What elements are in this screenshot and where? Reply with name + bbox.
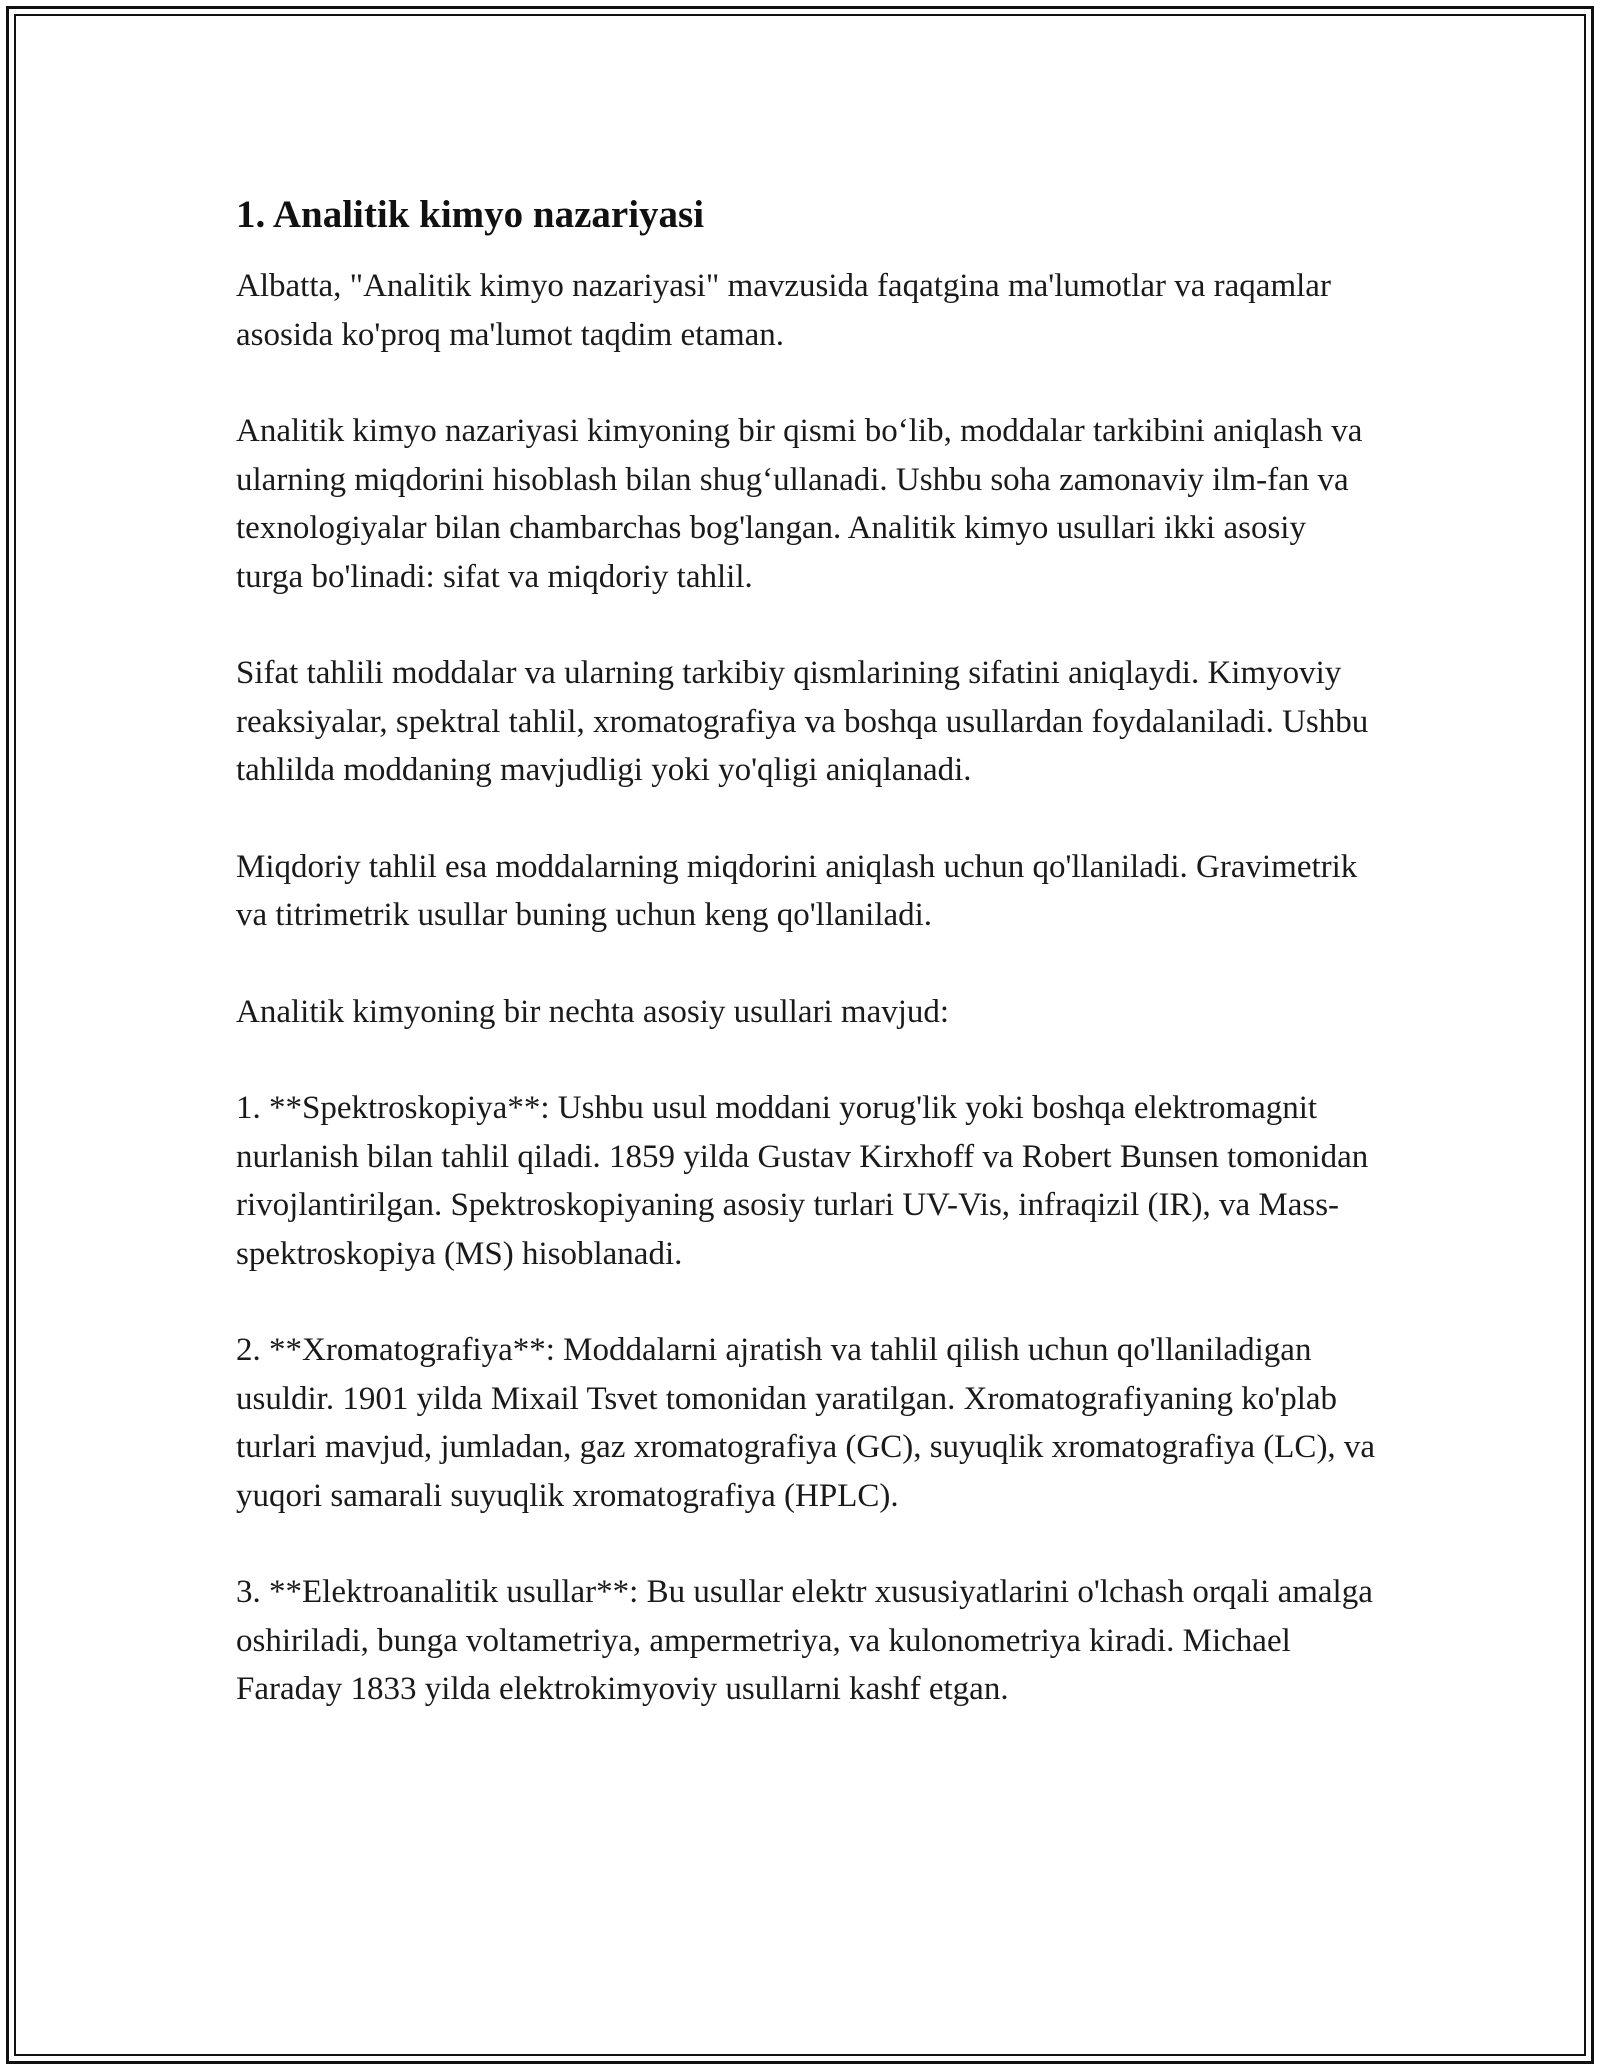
document-body: [236, 186, 1376, 1714]
paragraph-quantitative-analysis: Miqdoriy tahlil esa moddalarning miqdorini aniqlash uchun qo'llaniladi. Gravimetrik va titrimetrik usullar buning uchun keng qo'llaniladi.: [236, 848, 1358, 933]
paragraph-electroanalytical: 3. **Elektroanalitik usullar**: Bu usullar elektr xususiyatlarini o'lchash orqali amalga oshiriladi, bunga voltametriya, ampermetriya, va kulonometriya kiradi. Michael Faraday 1833 yilda elektrokimyoviy usullarni kashf etgan.: [236, 1574, 1373, 1707]
paragraph-methods-intro: Analitik kimyoning bir nechta asosiy usullari mavjud:: [236, 993, 950, 1030]
paragraph-spectroscopy: 1. **Spektroskopiya**: Ushbu usul moddani yorug'lik yoki boshqa elektromagnit nurlanish bilan tahlil qiladi. 1859 yilda Gustav Kirxhoff va Robert Bunsen tomonidan rivojlantirilgan. Spektroskopiyaning asosiy turlari UV-Vis, infraqizil (IR), va Mass-spektroskopiya (MS) hisoblanadi.: [236, 1090, 1369, 1272]
paragraph-intro: Albatta, "Analitik kimyo nazariyasi" mavzusida faqatgina ma'lumotlar va raqamlar asosida ko'proq ma'lumot taqdim etaman.: [236, 268, 1331, 353]
paragraph-definition: Analitik kimyo nazariyasi kimyoning bir qismi boʻlib, moddalar tarkibini aniqlash va ularning miqdorini hisoblash bilan shugʻullanadi. Ushbu soha zamonaviy ilm-fan va texnologiyalar bilan chambarchas bog'langan. Analitik kimyo usullari ikki asosiy turga bo'linadi: sifat va miqdoriy tahlil.: [236, 413, 1363, 595]
document-title: 1. Analitik kimyo nazariyasi: [236, 193, 705, 236]
paragraph-qualitative-analysis: Sifat tahlili moddalar va ularning tarkibiy qismlarining sifatini aniqlaydi. Kimyoviy reaksiyalar, spektral tahlil, xromatografiya va boshqa usullardan foydalaniladi. Ushbu tahlilda moddaning mavjudligi yoki yo'qligi aniqlanadi.: [236, 655, 1369, 788]
paragraph-chromatography: 2. **Xromatografiya**: Moddalarni ajratish va tahlil qilish uchun qo'llaniladigan usuldir. 1901 yilda Mixail Tsvet tomonidan yaratilgan. Xromatografiyaning ko'plab turlari mavjud, jumladan, gaz xromatografiya (GC), suyuqlik xromatografiya (LC), va yuqori samarali suyuqlik xromatografiya (HPLC).: [236, 1332, 1376, 1514]
